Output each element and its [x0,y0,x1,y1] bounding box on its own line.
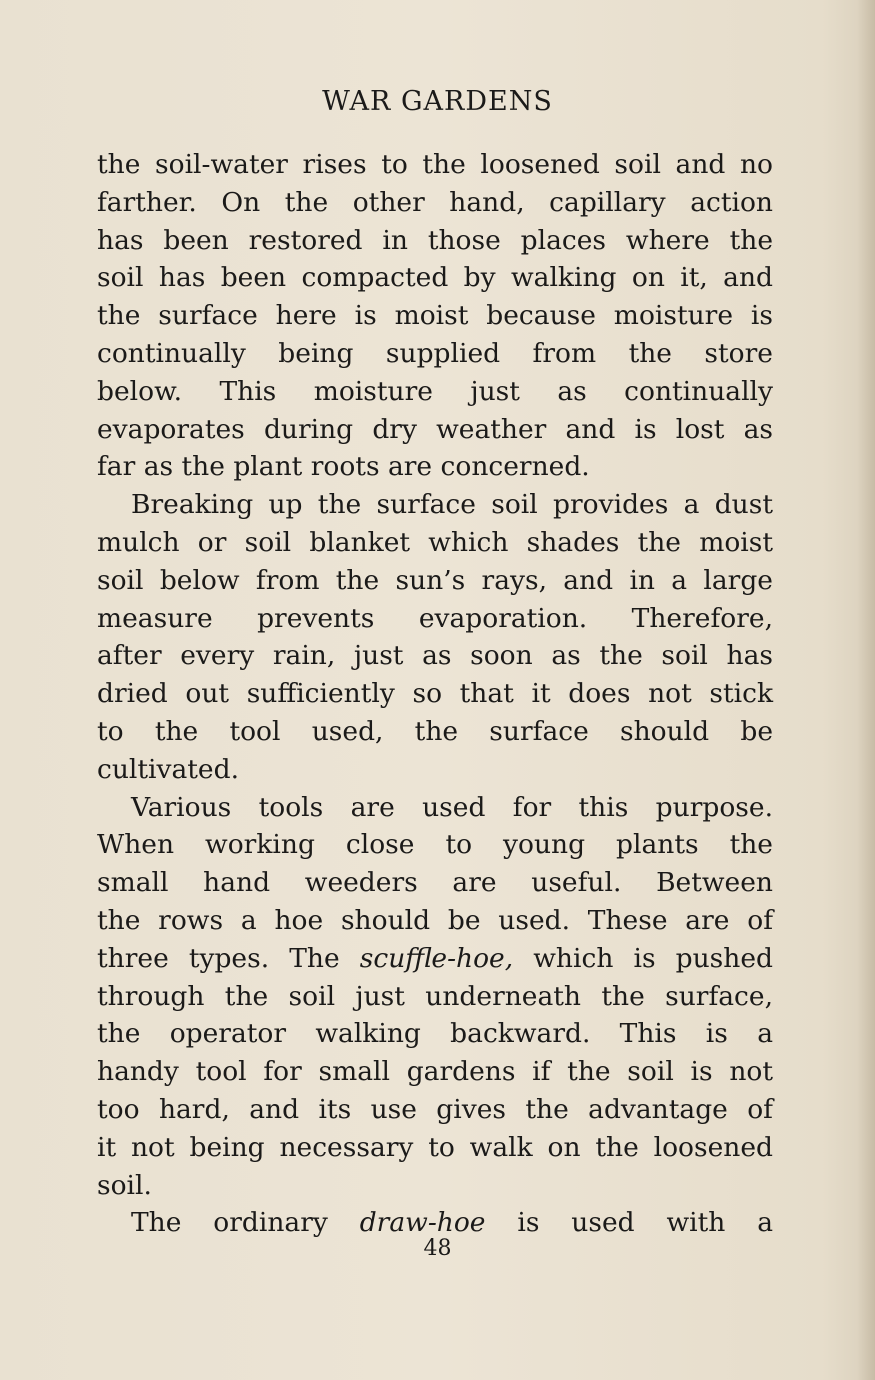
text-line: dried out sufficiently so that it does not stick [97,678,773,710]
text-line: it not being necessary to walk on the loosened [97,1131,773,1163]
text-line: continually being supplied from the store [97,337,773,369]
text-line: evaporates during dry weather and is lost as [97,413,773,445]
italic-term: draw-hoe [359,1207,486,1239]
line-text: which is pushed [513,942,773,974]
text-line: soil has been compacted by walking on it, and [97,262,773,294]
text-line: the operator walking backward. This is a [97,1018,773,1050]
text-line: the soil-water rises to the loosened soil and no [97,149,773,180]
text-line: When working close to young plants the [97,829,773,861]
text-line: farther. On the other hand, capillary action [97,186,773,218]
page-number: 48 [423,1236,452,1261]
text-line: cultivated. [97,753,239,785]
text-line: Breaking up the surface soil provides a dust [131,489,773,521]
line-text: is used with a [485,1207,773,1239]
text-line: through the soil just underneath the surface, [97,980,773,1012]
text-line: soil. [97,1169,152,1201]
text-line: handy tool for small gardens if the soil is not [97,1056,773,1088]
text-line: far as the plant roots are concerned. [97,451,590,483]
text-line: measure prevents evaporation. Therefore, [97,602,773,634]
text-line [97,940,773,978]
text-line: mulch or soil blanket which shades the moist [97,526,773,558]
italic-term: scuffle-hoe, [359,942,514,974]
body-text [97,146,773,1242]
text-line: the surface here is moist because moisture is [97,300,773,332]
text-line: below. This moisture just as continually [97,375,773,407]
text-line: Various tools are used for this purpose. [131,791,773,823]
text-line: the rows a hoe should be used. These are of [97,904,773,936]
running-head: WAR GARDENS [322,86,553,117]
line-text: three types. The [97,942,360,974]
text-line: has been restored in those places where the [97,224,773,256]
page-edge-shadow [857,0,875,1380]
text-line: soil below from the sun’s rays, and in a large [97,564,773,596]
line-text: The ordinary [131,1207,360,1239]
text-line: too hard, and its use gives the advantage of [97,1093,773,1125]
text-line: small hand weeders are useful. Between [97,867,773,899]
text-line: to the tool used, the surface should be [97,715,773,747]
text-line: after every rain, just as soon as the soil has [97,640,773,672]
